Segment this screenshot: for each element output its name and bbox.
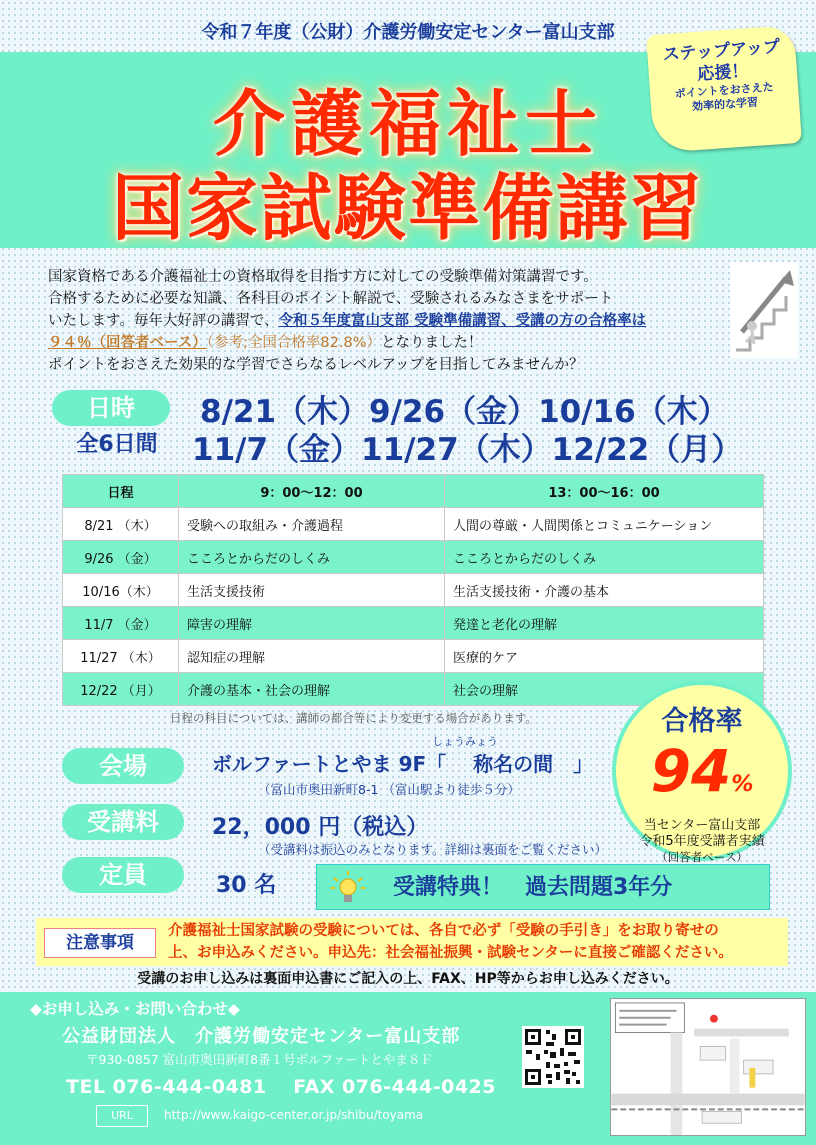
morning-cell: 認知症の理解 xyxy=(179,640,445,673)
table-row xyxy=(63,607,764,640)
apply-note: 受講のお申し込みは裏面申込書にご記入の上、FAX、HP等からお申し込みください。 xyxy=(137,971,679,987)
venue-address: （富山市奥田新町8-1 （富山駅より徒歩５分） xyxy=(258,782,520,797)
venue-name: ボルファートとやま 9F「 称名の間 」 xyxy=(212,752,594,776)
pass-rate-highlight: ９４％（回答者ベース） xyxy=(48,335,207,351)
date-cell: 11/7 （金） xyxy=(63,607,179,640)
table-row xyxy=(63,640,764,673)
pass-rate-note: 令和5年度受講者実績 xyxy=(639,834,765,849)
contact-address: 〒930-0857 富山市奥田新町8番１号ボルファートとやま８Ｆ xyxy=(86,1052,433,1067)
fee-note: （受講料は振込のみとなります。詳細は裏面をご覧ください） xyxy=(258,842,608,857)
website-link[interactable]: http://www.kaigo-center.or.jp/shibu/toyama xyxy=(164,1108,424,1122)
morning-cell: 介護の基本・社会の理解 xyxy=(179,673,445,706)
date-cell: 8/21 （木） xyxy=(63,508,179,541)
afternoon-cell: 人間の尊厳・人間関係とコミュニケーション xyxy=(445,508,764,541)
morning-cell: 障害の理解 xyxy=(179,607,445,640)
national-rate: （参考;全国合格率82.8%） xyxy=(206,335,381,351)
dates-line2: 11/7（金）11/27（木）12/22（月） xyxy=(192,432,743,468)
dates-line1: 8/21（木）9/26（金）10/16（木） xyxy=(200,394,729,430)
table-header: 9：00～12：00 xyxy=(179,475,445,508)
intro-line xyxy=(48,310,728,332)
afternoon-cell: 生活支援技術・介護の基本 xyxy=(445,574,764,607)
caution-label: 注意事項 xyxy=(44,928,156,958)
date-cell: 12/22 （月） xyxy=(63,673,179,706)
capacity-label: 定員 xyxy=(62,857,184,893)
intro-line: 国家資格である介護福祉士の資格取得を目指す方に対しての受験準備対策講習です。 xyxy=(48,269,598,285)
pass-rate-badge xyxy=(612,681,792,864)
venue-label: 会場 xyxy=(62,748,184,784)
afternoon-cell: 発達と老化の理解 xyxy=(445,607,764,640)
afternoon-cell: 社会の理解 xyxy=(445,673,764,706)
access-map xyxy=(610,998,806,1136)
date-cell: 9/26 （金） xyxy=(63,541,179,574)
capacity-value: 30 名 xyxy=(216,873,277,898)
pass-rate-note: （回答者ベース） xyxy=(656,850,748,864)
stairs-figure-icon xyxy=(730,262,798,358)
qr-code-icon[interactable] xyxy=(522,1026,584,1088)
date-cell: 11/27 （木） xyxy=(63,640,179,673)
morning-cell: 生活支援技術 xyxy=(179,574,445,607)
contact-org: 公益財団法人 介護労働安定センター富山支部 xyxy=(62,1026,461,1047)
intro-line: 合格するために必要な知識、各科目のポイント解説で、受験されるみなさまをサポート xyxy=(48,291,614,307)
perk-banner: 受講特典！ 過去問題3年分 xyxy=(316,864,770,910)
intro-line: ポイントをおさえた効果的な学習でさらなるレベルアップを目指してみませんか？ xyxy=(48,357,584,373)
intro-text xyxy=(48,266,728,376)
schedule-table xyxy=(62,474,764,706)
caution-line: 介護福祉士国家試験の受験については、各自で必ず「受験の手引き」をお取り寄せの xyxy=(168,923,719,939)
intro-line xyxy=(48,332,728,354)
table-row xyxy=(63,508,764,541)
date-cell: 10/16（木） xyxy=(63,574,179,607)
flag-line2: 応援！ xyxy=(696,61,750,85)
intro-text-part: いたします。毎年大好評の講習で、 xyxy=(48,313,279,329)
date-label: 日時 xyxy=(52,390,170,426)
morning-cell: 受験への取組み・介護過程 xyxy=(179,508,445,541)
intro-text-part: となりました！ xyxy=(380,335,483,351)
table-row xyxy=(63,541,764,574)
main-subtitle: 国家試験準備講習 xyxy=(111,166,704,250)
pass-rate-value xyxy=(616,738,788,818)
stepup-flag xyxy=(646,25,802,153)
flag-line1: ステップアップ xyxy=(662,37,781,66)
url-label: URL xyxy=(96,1105,148,1127)
table-header: 13：00～16：00 xyxy=(445,475,764,508)
pass-rate-label: 合格率 xyxy=(661,706,743,737)
table-header: 日程 xyxy=(63,475,179,508)
afternoon-cell: こころとからだのしくみ xyxy=(445,541,764,574)
pass-rate-number: 94 xyxy=(650,737,732,805)
flag-line4: 効率的な学習 xyxy=(691,95,759,114)
schedule-note: 日程の科目については、講師の都合等により変更する場合があります。 xyxy=(170,711,537,725)
contact-heading: ◆お申し込み・お問い合わせ◆ xyxy=(30,1000,240,1018)
lightbulb-icon xyxy=(330,870,366,906)
venue-ruby: しょうみょう xyxy=(432,735,498,748)
afternoon-cell: 医療的ケア xyxy=(445,640,764,673)
morning-cell: こころとからだのしくみ xyxy=(179,541,445,574)
caution-line: 上、お申込みください。申込先：社会福祉振興・試験センターに直接ご確認ください。 xyxy=(168,945,733,961)
days-label: 全6日間 xyxy=(76,432,158,457)
fee-label: 受講料 xyxy=(62,804,184,840)
intro-highlight: 令和５年度富山支部 受験準備講習、受講の方の合格率は xyxy=(278,313,647,329)
table-row xyxy=(63,574,764,607)
main-title: 介護福祉士 xyxy=(212,82,603,166)
caution-text xyxy=(168,920,733,964)
pass-rate-note: 当センター富山支部 xyxy=(643,818,761,833)
organizer-heading: 令和７年度（公財）介護労働安定センター富山支部 xyxy=(201,22,615,43)
flag-line3: ポイントをおさえた xyxy=(674,80,774,101)
contact-phone-fax: TEL 076-444-0481 FAX 076-444-0425 xyxy=(66,1076,496,1098)
fee-amount: 22，000 円（税込） xyxy=(212,815,429,840)
pass-rate-unit: % xyxy=(731,772,754,797)
